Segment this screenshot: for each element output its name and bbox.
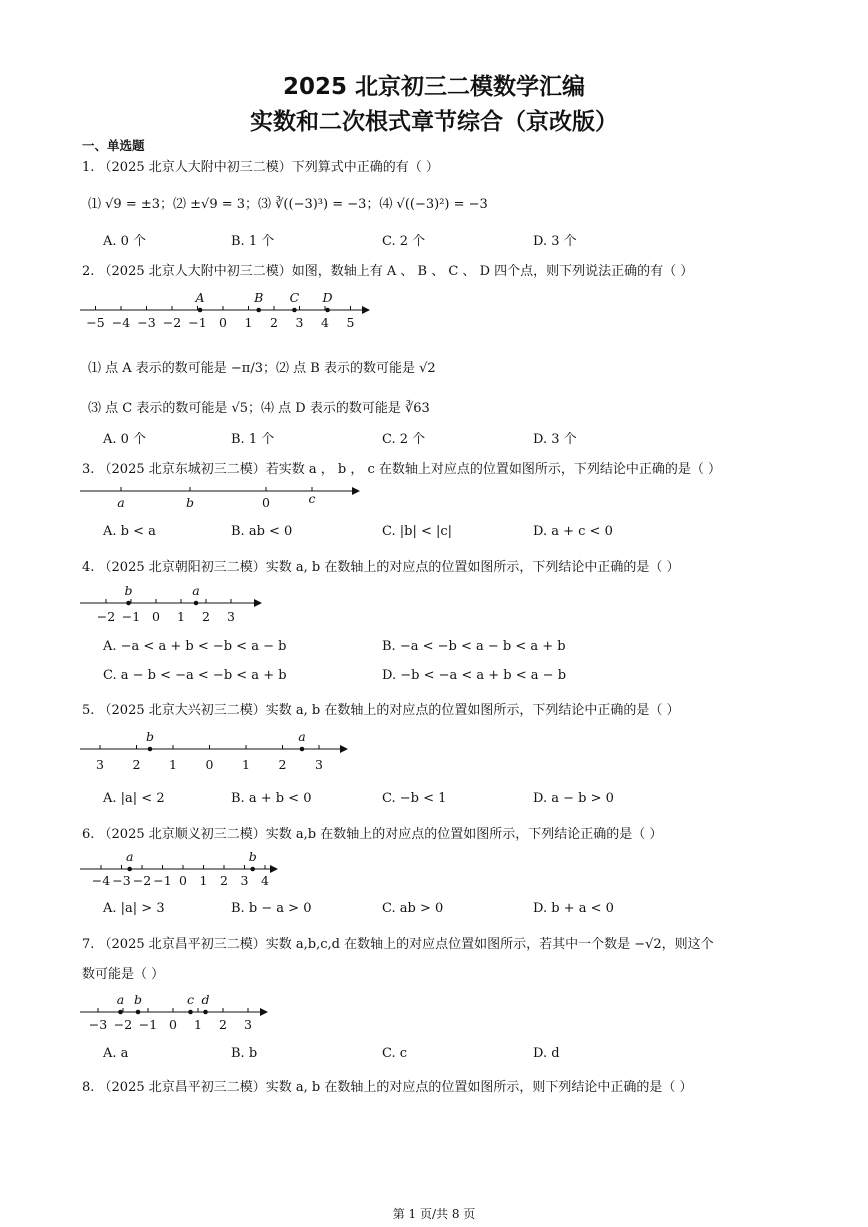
q2-tick-label: −4: [111, 315, 131, 330]
q6-tick-label: 0: [179, 873, 187, 888]
question-2-option-b: B. 1 个: [231, 432, 275, 447]
question-5-point-b: [148, 747, 153, 752]
q7-point-d: [203, 1010, 208, 1015]
q7-point-label-a: a: [116, 992, 125, 1007]
question-1-stem: 1. （2025 北京人大附中初三二模）下列算式中正确的有（ ）: [82, 160, 439, 175]
q4-tick-label: 3: [227, 609, 235, 624]
document-title-line1: 2025 北京初三二模数学汇编: [282, 74, 586, 100]
q2-point-b: [256, 308, 261, 313]
q7-tick-label: −2: [113, 1017, 133, 1032]
question-4-stem: 4. （2025 北京朝阳初三二模）实数 a, b 在数轴上的对应点的位置如图所示，下列结论中正确的是（ ）: [82, 560, 680, 575]
q7-point-label-c: c: [186, 992, 195, 1007]
section-heading: 一、单选题: [82, 138, 145, 153]
question-2-option-d: D. 3 个: [533, 432, 577, 447]
q5-tick-label: 2: [132, 757, 141, 772]
question-3-label-a: a: [117, 495, 125, 510]
question-5-number-line: [78, 725, 368, 775]
page-footer: 第 1 页/共 8 页: [392, 1207, 476, 1221]
question-3-option-b: B. ab < 0: [231, 524, 293, 539]
q2-point-c: [292, 308, 297, 313]
q6-point-b: [250, 867, 255, 872]
question-1-option-a: A. 0 个: [103, 234, 147, 249]
q2-tick-label: −1: [188, 315, 207, 330]
q2-tick-label: 4: [321, 315, 329, 330]
q7-tick-label: −3: [88, 1017, 108, 1032]
q4-tick-label: 2: [202, 609, 210, 624]
question-5-option-b: B. a + b < 0: [231, 791, 312, 806]
q2-tick-label: 2: [270, 315, 278, 330]
q2-tick-label: −3: [137, 315, 156, 330]
q4-point-label-a: a: [192, 583, 200, 598]
question-3-option-d: D. a + c < 0: [533, 524, 613, 539]
q2-point-label-b: B: [254, 290, 264, 305]
question-1-items: ⑴ √9 = ±3；⑵ ±√9 = 3；⑶ ∛((−3)³) = −3；⑷ √((−3)²) = −3: [88, 197, 488, 212]
q5-tick-label: 3: [96, 757, 104, 772]
q5-tick-label: 1: [242, 757, 250, 772]
q2-tick-label: 3: [295, 315, 304, 330]
question-6-number-line: [78, 848, 298, 893]
q7-point-a: [118, 1010, 123, 1015]
q2-point-label-c: C: [289, 290, 300, 305]
question-2-stem: 2. （2025 北京人大附中初三二模）如图，数轴上有 A 、 B 、 C 、 D 四个点，则下列说法正确的有（ ）: [82, 264, 694, 279]
q2-point-label-d: D: [322, 290, 333, 305]
q7-point-b: [136, 1010, 141, 1015]
question-5-option-c: C. −b < 1: [382, 791, 447, 806]
question-7-stem: 7. （2025 北京昌平初三二模）实数 a,b,c,d 在数轴上的对应点位置如图所示，若其中一个数是 −√2，则这个: [82, 937, 714, 952]
q7-tick-label: 0: [169, 1017, 177, 1032]
question-3-stem: 3. （2025 北京东城初三二模）若实数 a ， b ， c 在数轴上对应点的位置如图所示，下列结论中正确的是（ ）: [82, 462, 722, 477]
question-6-option-d: D. b + a < 0: [533, 901, 614, 916]
q7-tick-label: 1: [194, 1017, 202, 1032]
q6-tick-label: −1: [153, 873, 172, 888]
q4-point-label-b: b: [124, 583, 133, 598]
q7-tick-label: 3: [244, 1017, 252, 1032]
q5-tick-label: 1: [169, 757, 177, 772]
question-4-option-d: D. −b < −a < a + b < a − b: [382, 668, 567, 683]
q2-tick-label: 1: [244, 315, 253, 330]
question-3-number-line: [78, 478, 368, 518]
q6-tick-label: 2: [220, 873, 228, 888]
q2-point-a: [198, 308, 203, 313]
question-7-option-b: B. b: [231, 1046, 258, 1061]
question-6-option-b: B. b − a > 0: [231, 901, 312, 916]
question-4-option-b: B. −a < −b < a − b < a + b: [382, 639, 566, 654]
q5-tick-label: 3: [315, 757, 323, 772]
q6-tick-label: −4: [91, 873, 111, 888]
q6-point-label-b: b: [248, 849, 257, 864]
question-4-option-a: A. −a < a + b < −b < a − b: [103, 639, 287, 654]
q6-tick-label: 1: [199, 873, 208, 888]
q7-point-label-d: d: [201, 992, 210, 1007]
question-3-option-c: C. |b| < |c|: [382, 524, 453, 539]
q7-tick-label: −1: [138, 1017, 158, 1032]
question-2-option-a: A. 0 个: [103, 432, 147, 447]
question-7-stem-continued: 数可能是（ ）: [82, 967, 165, 982]
q6-tick-label: 4: [261, 873, 269, 888]
question-5-label-a: a: [298, 729, 306, 744]
q7-point-c: [188, 1010, 193, 1015]
q4-tick-label: 1: [177, 609, 185, 624]
question-5-point-a: [300, 747, 305, 752]
q6-point-a: [127, 867, 132, 872]
question-1-option-c: C. 2 个: [382, 234, 426, 249]
question-4-number-line: [78, 580, 278, 630]
q2-point-label-a: A: [195, 290, 205, 305]
q7-point-label-b: b: [133, 992, 143, 1007]
q4-point-b: [126, 601, 131, 606]
question-7-option-d: D. d: [533, 1046, 560, 1061]
q4-tick-label: −1: [121, 609, 141, 624]
q5-tick-label: 0: [205, 757, 214, 772]
q4-tick-label: 0: [152, 609, 160, 624]
q2-tick-label: −2: [162, 315, 182, 330]
q7-tick-label: 2: [219, 1017, 227, 1032]
document-title-line2: 实数和二次根式章节综合（京改版）: [250, 109, 618, 135]
question-1-option-b: B. 1 个: [231, 234, 275, 249]
question-8-stem: 8. （2025 北京昌平初三二模）实数 a, b 在数轴上的对应点的位置如图所示，则下列结论中正确的是（ ）: [82, 1080, 693, 1095]
q6-tick-label: −2: [132, 873, 152, 888]
q4-point-a: [194, 601, 199, 606]
q2-point-d: [325, 308, 330, 313]
question-7-number-line: [78, 990, 288, 1035]
q2-tick-label: −5: [86, 315, 105, 330]
question-7-option-c: C. c: [382, 1046, 408, 1061]
question-5-option-d: D. a − b > 0: [533, 791, 614, 806]
question-3-label-b: b: [185, 495, 195, 510]
question-5-option-a: A. |a| < 2: [103, 791, 165, 806]
question-2-item-line1: ⑴ 点 A 表示的数可能是 −π/3；⑵ 点 B 表示的数可能是 √2: [88, 361, 436, 376]
question-4-option-c: C. a − b < −a < −b < a + b: [103, 668, 287, 683]
question-7-option-a: A. a: [103, 1046, 129, 1061]
question-2-option-c: C. 2 个: [382, 432, 426, 447]
question-2-number-line: [78, 285, 378, 335]
q6-point-label-a: a: [125, 849, 134, 864]
q2-tick-label: 0: [219, 315, 227, 330]
q6-tick-label: 3: [240, 873, 249, 888]
question-6-option-c: C. ab > 0: [382, 901, 444, 916]
q4-tick-label: −2: [96, 609, 116, 624]
question-3-label-zero: 0: [262, 495, 270, 510]
question-5-label-b: b: [145, 729, 155, 744]
question-3-option-a: A. b < a: [103, 524, 156, 539]
question-2-item-line2: ⑶ 点 C 表示的数可能是 √5；⑷ 点 D 表示的数可能是 ∛63: [88, 401, 430, 416]
question-3-label-c: c: [308, 491, 316, 506]
question-6-stem: 6. （2025 北京顺义初三二模）实数 a,b 在数轴上的对应点的位置如图所示，下列结论正确的是（ ）: [82, 827, 663, 842]
q6-tick-label: −3: [112, 873, 131, 888]
question-6-option-a: A. |a| > 3: [103, 901, 165, 916]
q2-tick-label: 5: [346, 315, 355, 330]
question-1-option-d: D. 3 个: [533, 234, 577, 249]
question-5-stem: 5. （2025 北京大兴初三二模）实数 a, b 在数轴上的对应点的位置如图所示，下列结论中正确的是（ ）: [82, 703, 680, 718]
q5-tick-label: 2: [278, 757, 287, 772]
